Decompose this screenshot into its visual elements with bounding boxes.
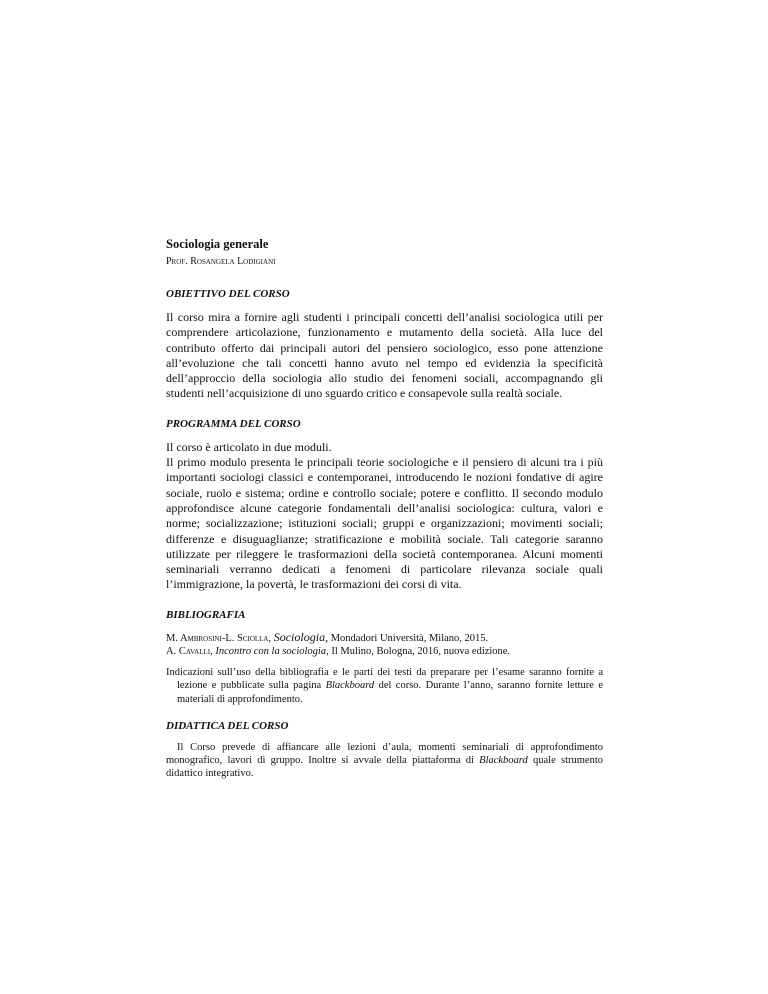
- bibliography-entry: M. Ambrosini-L. Sciolla, Sociologia, Mondadori Università, Milano, 2015.: [166, 629, 489, 644]
- course-description-page: [166, 237, 603, 780]
- section-heading-bibliografia: BIBLIOGRAFIA: [166, 608, 246, 621]
- professor-line: [166, 255, 603, 268]
- didattica-text-2: quale strumento didattico integrativo.: [166, 754, 603, 780]
- obiettivo-paragraph: Il corso mira a fornire agli studenti i principali concetti dell’analisi sociologica utili per comprendere articolazione, funzionamento e mutamento della società. Alla luce del contributo offerto dai principali autori del pensiero sociologico, esso pone attenzione all’evoluzione che tali concetti hanno avuto nel tempo ed evidenzia la specificità dell’approccio della sociologia allo studio dei fenomeni sociali, accompagnando gli studenti nell’acquisizione di uno sguardo critico e consapevole sulla realtà sociale.: [166, 310, 603, 401]
- bib-publisher: Mondadori Università, Milano, 2015.: [328, 632, 489, 644]
- bibliography-note: [166, 666, 603, 706]
- section-heading-programma: PROGRAMMA DEL CORSO: [166, 417, 301, 430]
- professor-prefix: Prof.: [166, 256, 191, 267]
- didattica-paragraph: [166, 741, 603, 781]
- bib-note-text-2: del corso. Durante l’anno, saranno fornite letture e materiali di approfondimento.: [177, 680, 603, 705]
- didattica-text-1: Il Corso prevede di affiancare alle lezioni d’aula, momenti seminariali di approfondimento monografico, lavori di gruppo. Inoltre si avvale della piattaforma di: [166, 741, 603, 766]
- bib-note-text-1: Indicazioni sull’uso della bibliografia e le parti dei testi da preparare per l’esame saranno fornite a lezione e pubblicate sulla pagina: [166, 667, 603, 692]
- professor-name: Rosangela Lodigiani: [190, 256, 276, 267]
- bib-authors: A. Cavalli: [166, 645, 211, 657]
- bib-authors: M. Ambrosini-L. Sciolla: [166, 632, 269, 644]
- section-heading-obiettivo: OBIETTIVO DEL CORSO: [166, 288, 290, 300]
- bib-note-platform: Blackboard: [325, 680, 375, 692]
- section-heading-didattica: DIDATTICA DEL CORSO: [166, 719, 289, 732]
- course-title: Sociologia generale: [166, 237, 269, 251]
- programma-paragraph: Il primo modulo presenta le principali teorie sociologiche e il pensiero di alcuni tra i più importanti sociologi classici e contemporanei, introducendo le nozioni fondative di agire sociale, ruolo e sistema; ordine e controllo sociale; potere e conflitto. Il secondo modulo approfondisce alcune categorie fondamentali dell’analisi sociologica: cultura, valori e norme; socializzazione; istituzioni sociali; gruppi e organizzazioni; movimenti sociali; differenze e disuguaglianze; stratificazione e mobilità sociale. Tali categorie saranno utilizzate per rileggere le trasformazioni della società contemporanea. Alcuni momenti seminariali verranno dedicati a fenomeni di particolare rilevanza sociale quali l’immigrazione, la povertà, le trasformazioni dei corsi di vita.: [166, 455, 603, 592]
- bib-title: Incontro con la sociologia: [215, 645, 327, 657]
- didattica-platform: Blackboard: [479, 754, 528, 766]
- bibliography-entry: A. Cavalli, Incontro con la sociologia, Il Mulino, Bologna, 2016, nuova edizione.: [166, 645, 511, 657]
- bib-publisher: , Il Mulino, Bologna, 2016, nuova edizione.: [326, 645, 511, 657]
- programma-intro: Il corso è articolato in due moduli.: [166, 439, 332, 454]
- bib-title: Sociologia,: [273, 629, 329, 644]
